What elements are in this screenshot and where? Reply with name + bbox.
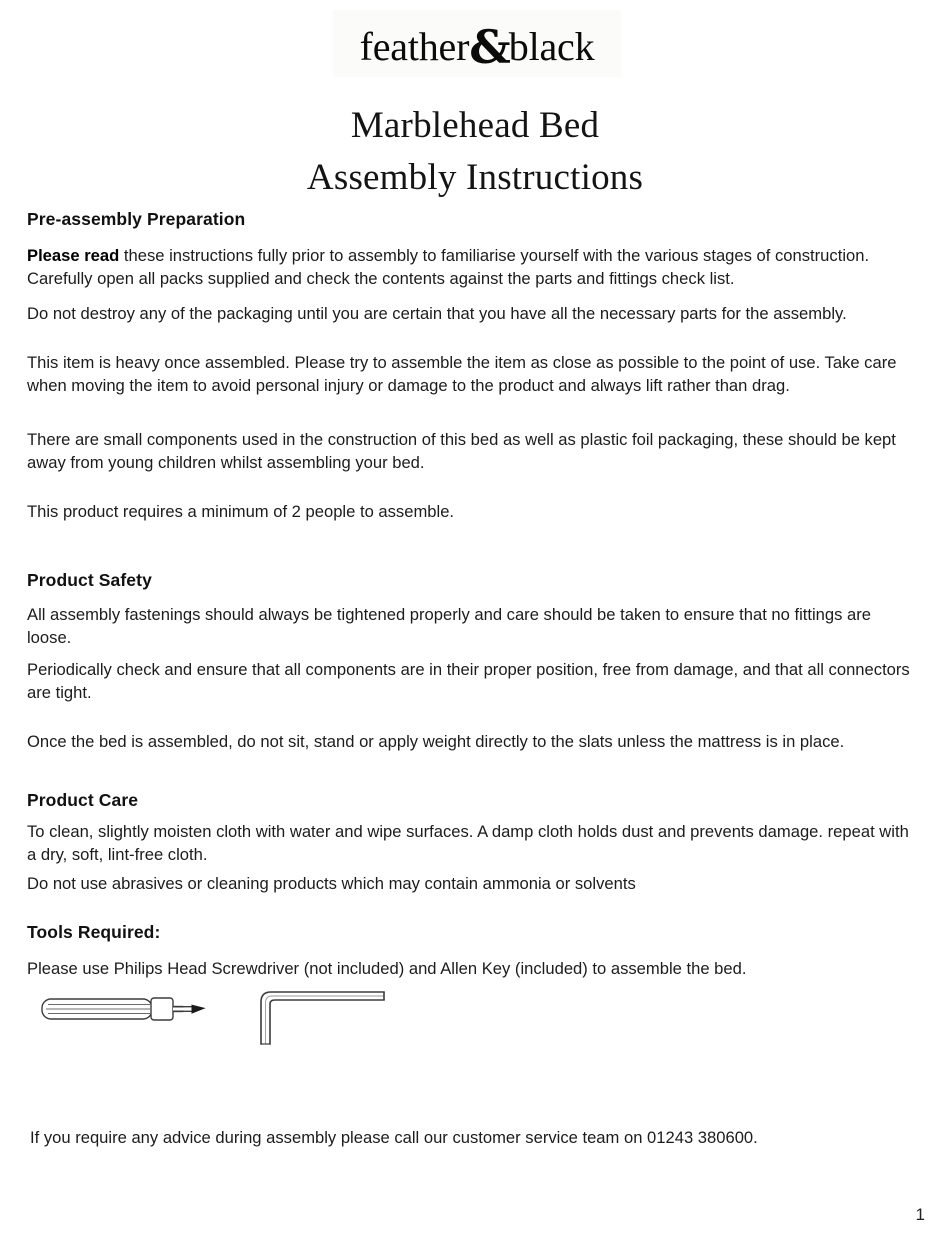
heading-tools-required: Tools Required: [27,922,161,942]
heading-product-care: Product Care [27,790,139,810]
brand-logo-ampersand: & [469,19,509,74]
brand-logo [333,10,621,77]
paragraph-do-not-destroy-packaging: Do not destroy any of the packaging until you are certain that you have all the necessary parts for the assembly. [27,304,847,323]
heading-pre-assembly-preparation: Pre-assembly Preparation [27,209,246,229]
paragraph-do-not-sit-on-slats: Once the bed is assembled, do not sit, stand or apply weight directly to the slats unless the mattress is in place. [27,732,845,751]
document-body [27,208,917,1044]
phillips-screwdriver-icon [32,992,207,1026]
heading-product-safety: Product Safety [27,570,152,590]
brand-logo-word-feather: feather [359,23,470,69]
please-read-emphasis: Please read [27,246,120,265]
paragraph-item-is-heavy: This item is heavy once assembled. Please try to assemble the item as close as possible to the point of use. Take care when moving the item to avoid personal injury or damage to the product and always lift rather than drag. [27,353,897,395]
paragraph-fastenings-tightened: All assembly fastenings should always be tightened properly and care should be taken to ensure that no fittings are loose. [27,605,872,647]
brand-logo-word-black: black [508,23,595,69]
allen-key-icon [250,984,395,1046]
paragraph-please-read [27,244,917,290]
page-title-line-2: Assembly Instructions [306,157,644,198]
page-title-line-1: Marblehead Bed [350,105,600,146]
paragraph-cleaning-instructions: To clean, slightly moisten cloth with water and wipe surfaces. A damp cloth holds dust and prevents damage. repeat with a dry, soft, lint-free cloth. [27,822,909,864]
please-read-rest: these instructions fully prior to assembly to familiarise yourself with the various stages of construction. Carefully open all packs supplied and check the contents against the parts and fittings check list. [27,246,870,288]
page-title [0,100,950,204]
tool-illustrations [27,992,917,1044]
page-number: 1 [915,1205,925,1224]
customer-service-note: If you require any advice during assembly please call our customer service team on 01243 380600. [30,1128,758,1147]
paragraph-periodically-check: Periodically check and ensure that all components are in their proper position, free from damage, and that all connectors are tight. [27,660,910,702]
brand-logo-text [359,19,595,74]
paragraph-tools-description: Please use Philips Head Screwdriver (not included) and Allen Key (included) to assemble the bed. [27,959,747,978]
paragraph-no-abrasives: Do not use abrasives or cleaning products which may contain ammonia or solvents [27,874,636,893]
paragraph-minimum-two-people: This product requires a minimum of 2 people to assemble. [27,502,455,521]
paragraph-small-components: There are small components used in the construction of this bed as well as plastic foil packaging, these should be kept away from young children whilst assembling your bed. [27,430,896,472]
